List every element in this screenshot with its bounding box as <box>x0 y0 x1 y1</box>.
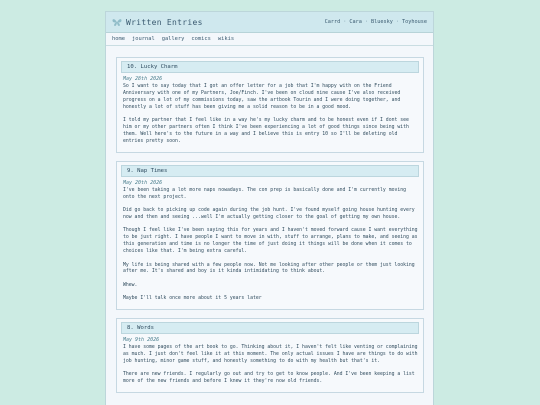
social-links <box>325 19 427 25</box>
nav-item-gallery[interactable]: gallery <box>161 36 185 42</box>
entry-paragraph: Though I feel like I've been saying this for years and I haven't moved forward cause I want everything to be just right. I have people I want to move in with, stuff to arrange, plans to make, and seeing as this generation and time is no longer the time of just doing it things will be done when it comes to choices like that. I'm being extra careful. <box>123 228 418 255</box>
nav-item-comics[interactable]: comics <box>191 36 211 42</box>
entry-paragraph: I've been taking a lot more naps nowadays. The con prep is basically done and I'm currently moving onto the next project. <box>123 187 407 200</box>
entry-title[interactable]: 9. Nap Times <box>121 165 419 177</box>
entry-paragraph: Whew. <box>123 282 138 288</box>
entry-paragraph: So I want to say today that I got an offer letter for a job that I'm happy with on the Friend Anniversary with one of my Partners, Joe/Finch. I've been on cloud nine cause I've also received progress on a lot of my commissions today, saw the artbook Tourin and I were doing together, and honestly a lot of stuff has been giving me a solid reason to be in a good mood. <box>123 84 401 110</box>
entry-paragraph: Did go back to picking up code again during the job hunt. I've found myself going house hunting every now and then and seeing ...well I'm actually getting closer to the goal of getting my own house. <box>123 208 415 220</box>
entry-paragraph: I have some pages of the art book to go. Thinking about it, I haven't felt like venting or complaining as much. I just don't feel like it at this moment. The only actual issues I have are things to do with job hunting, minor game stuff, and honestly something to do with my health but that's it. <box>123 345 418 364</box>
site-header <box>106 12 433 33</box>
social-link-bluesky[interactable]: Bluesky <box>371 19 393 25</box>
journal-feed <box>106 57 433 401</box>
entry-paragraph: Maybe I'll talk once more about it 5 years later <box>123 296 262 302</box>
separator: · <box>343 19 347 25</box>
entry-paragraph: There are new friends. I regularly go out and try to get to know people. And I've been keeping a list more of the new friends and before I knew it they're now old friends. <box>123 372 415 385</box>
entry-body <box>123 84 419 146</box>
site-logo[interactable] <box>112 18 203 27</box>
nav-item-journal[interactable]: journal <box>131 36 155 42</box>
nav-item-home[interactable]: home <box>112 36 125 42</box>
entry-body <box>123 345 419 386</box>
journal-entry <box>116 318 424 393</box>
entry-date: May 9th 2026 <box>123 337 160 344</box>
separator: · <box>395 19 399 25</box>
nav-item-wikis[interactable]: wikis <box>217 36 235 42</box>
page-container <box>105 11 434 405</box>
journal-entry <box>116 161 424 310</box>
entry-paragraph: My life is being shared with a few people now. Not me looking after other people or them just looking after me. It's shared and boy is it kinda intimidating to think about. <box>123 262 415 275</box>
social-link-cara[interactable]: Cara <box>349 19 362 25</box>
entry-title[interactable]: 10. Lucky Charm <box>121 61 419 73</box>
social-link-carrd[interactable]: Carrd <box>324 19 341 25</box>
page-title: Written Entries <box>126 17 203 27</box>
separator: · <box>364 19 368 25</box>
entry-date: May 28th 2026 <box>123 76 163 82</box>
entry-body <box>123 188 419 303</box>
entry-paragraph: I told my partner that I feel like in a way he's my lucky charm and to be honest even if I dont see him or my other partners often I think I've been experiencing a lot of good things since being with them. Well here's to the future in a way and I believe this is entry 10 so I'll be deleting old entries pretty soon. <box>123 118 409 144</box>
main-nav <box>106 33 433 46</box>
social-link-toyhouse[interactable]: Toyhouse <box>402 19 427 25</box>
journal-entry <box>116 57 424 153</box>
entry-date: May 20th 2026 <box>123 179 163 186</box>
entry-title[interactable]: 8. Words <box>121 322 419 334</box>
butterfly-icon <box>112 18 122 27</box>
